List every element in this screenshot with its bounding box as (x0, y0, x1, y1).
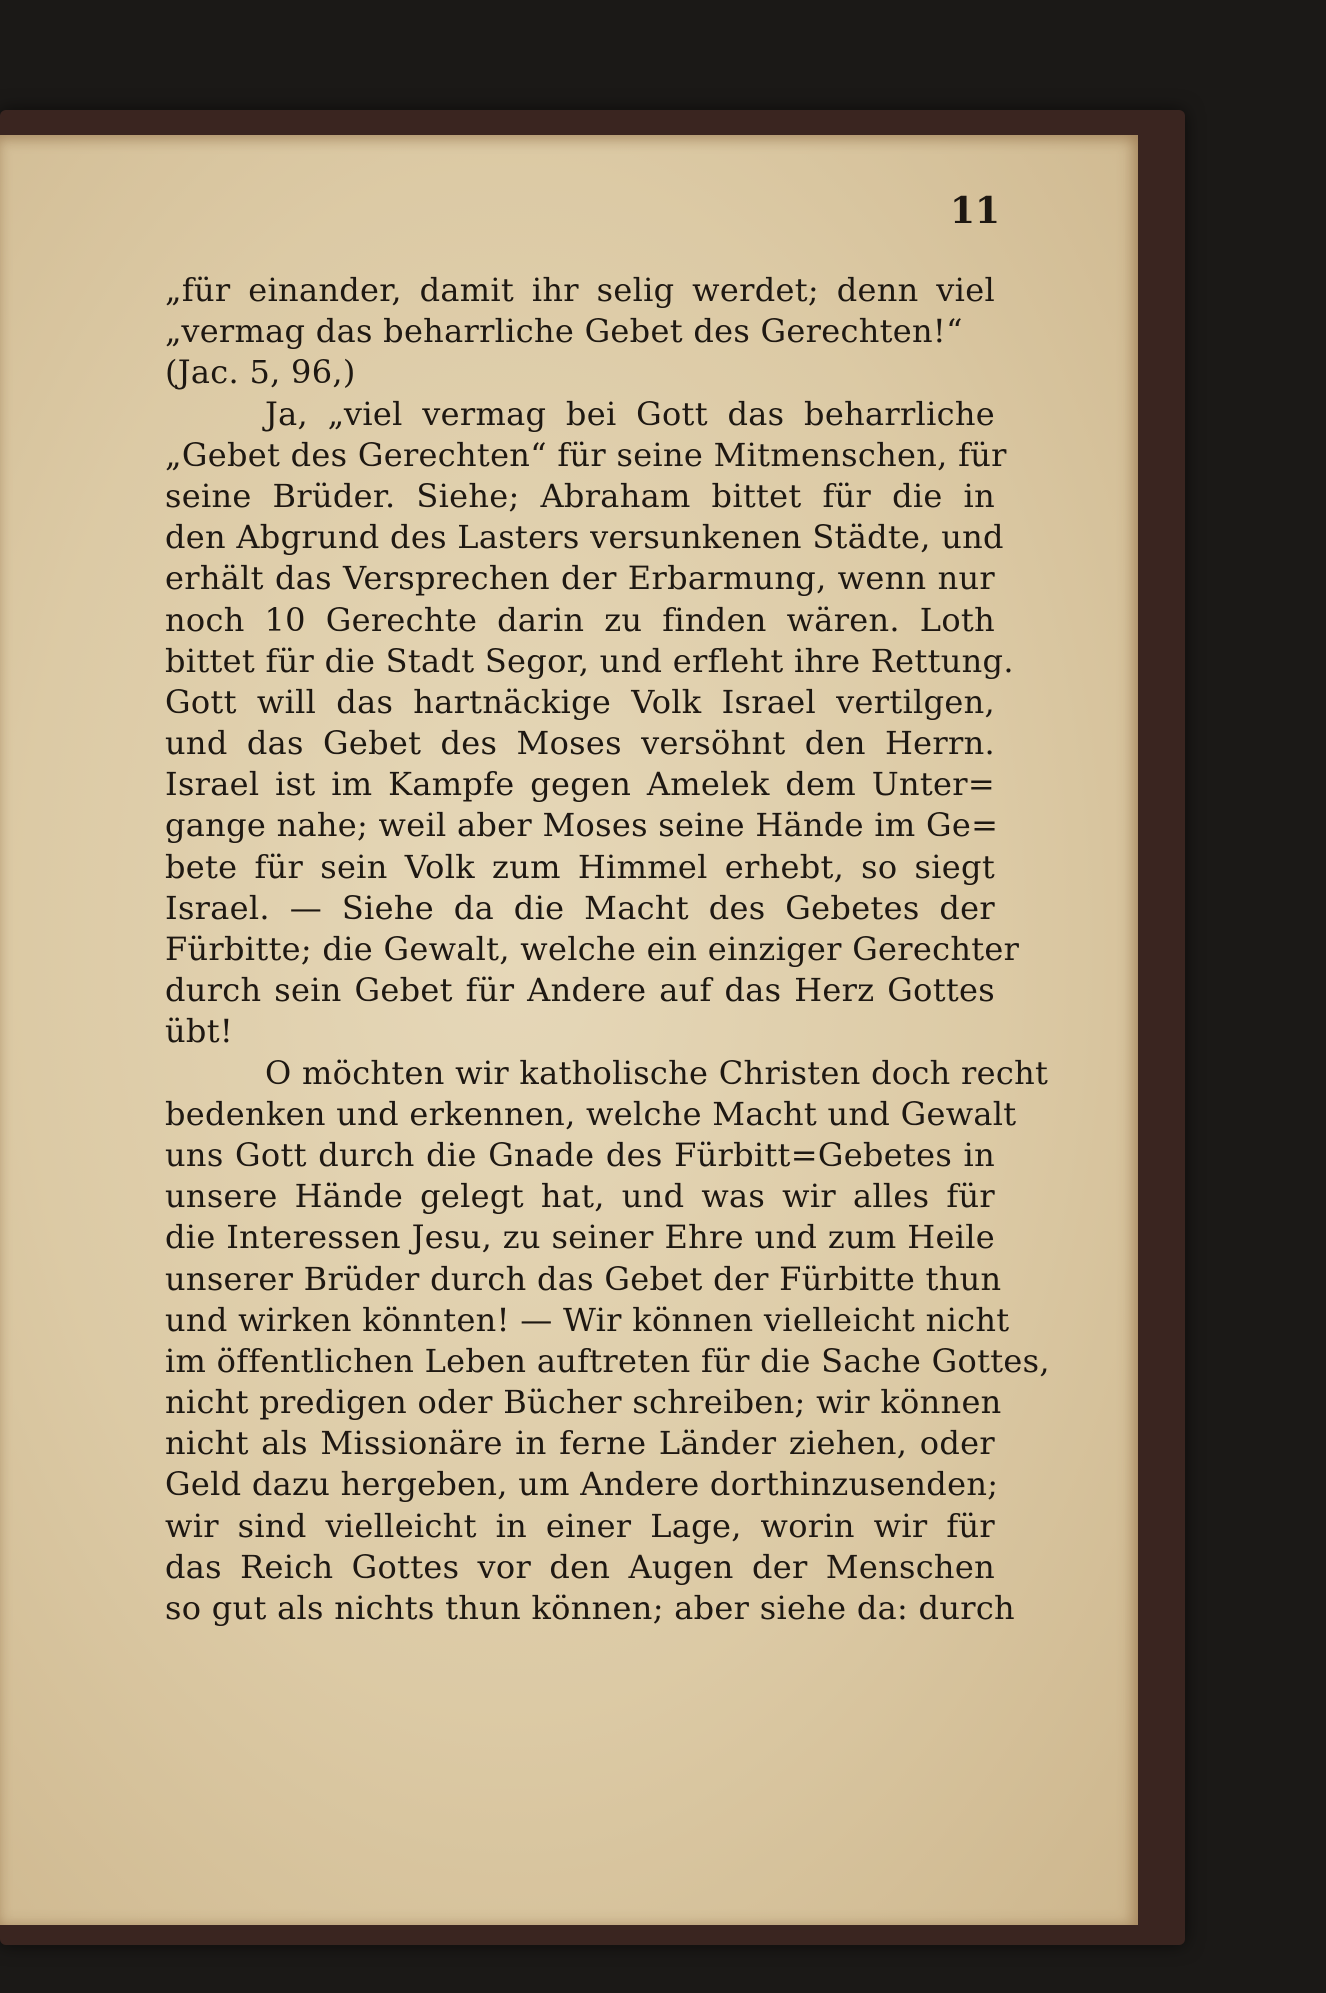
book-page (0, 135, 1138, 1925)
text-line: und wirken könnten! — Wir können vielleicht nicht (165, 1300, 1010, 1339)
text-line: das Reich Gottes vor den Augen der Menschen (165, 1547, 995, 1586)
text-line: Israel. — Siehe da die Macht des Gebetes der (165, 888, 995, 927)
text-line: Geld dazu hergeben, um Andere dorthinzusenden; (165, 1465, 999, 1504)
page-text (165, 270, 1050, 1629)
text-line: unserer Brüder durch das Gebet der Fürbitte thun (165, 1259, 1002, 1298)
text-line: gange nahe; weil aber Moses seine Hände im Ge= (165, 806, 999, 845)
text-line: nicht predigen oder Bücher schreiben; wir können (165, 1383, 1002, 1422)
text-line: so gut als nichts thun können; aber siehe da: durch (165, 1589, 1015, 1627)
text-line: bete für sein Volk zum Himmel erhebt, so siegt (165, 847, 995, 886)
text-line: die Interessen Jesu, zu seiner Ehre und zum Heile (165, 1218, 995, 1257)
page-number: 11 (950, 190, 1001, 232)
text-line: unsere Hände gelegt hat, und was wir alles für (165, 1177, 995, 1216)
text-line: und das Gebet des Moses versöhnt den Herrn. (165, 724, 995, 763)
text-line: Israel ist im Kampfe gegen Amelek dem Unter= (165, 765, 995, 804)
text-line: durch sein Gebet für Andere auf das Herz Gottes (165, 971, 995, 1010)
text-line: Ja, „viel vermag bei Gott das beharrliche (265, 394, 995, 433)
text-line: „vermag das beharrliche Gebet des Gerechten!“ (165, 312, 963, 351)
text-line: übt! (165, 1012, 234, 1051)
text-line: O möchten wir katholische Christen doch recht (265, 1053, 1049, 1092)
text-line: uns Gott durch die Gnade des Fürbitt=Gebetes in (165, 1135, 995, 1174)
text-line: „Gebet des Gerechten“ für seine Mitmenschen, für (165, 435, 1007, 474)
text-line: noch 10 Gerechte darin zu finden wären. Loth (165, 600, 995, 639)
text-line: erhält das Versprechen der Erbarmung, wenn nur (165, 559, 995, 598)
text-line: wir sind vielleicht in einer Lage, worin wir für (165, 1506, 995, 1545)
text-line: seine Brüder. Siehe; Abraham bittet für die in (165, 476, 995, 515)
text-line: Gott will das hartnäckige Volk Israel vertilgen, (165, 682, 995, 721)
text-line: im öffentlichen Leben auftreten für die Sache Gottes, (165, 1341, 1050, 1380)
text-line: den Abgrund des Lasters versunkenen Städte, und (165, 518, 1004, 557)
text-line: bittet für die Stadt Segor, und erfleht ihre Rettung. (165, 641, 1014, 680)
text-line: Fürbitte; die Gewalt, welche ein einziger Gerechter (165, 930, 1020, 968)
text-line: bedenken und erkennen, welche Macht und Gewalt (165, 1094, 1017, 1133)
text-line: nicht als Missionäre in ferne Länder ziehen, oder (165, 1424, 995, 1463)
text-line: (Jac. 5, 96,) (165, 353, 356, 392)
text-line: „für einander, damit ihr selig werdet; denn viel (165, 271, 995, 309)
